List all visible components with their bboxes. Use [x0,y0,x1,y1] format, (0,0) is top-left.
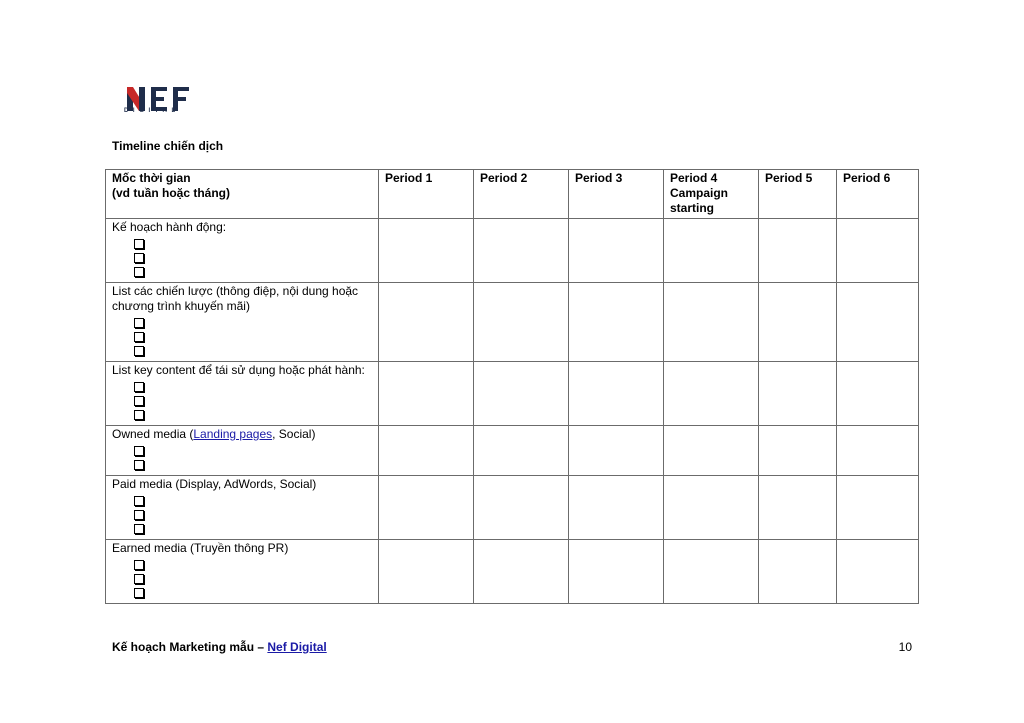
table-cell[interactable] [837,283,919,362]
row-label-cell [106,426,379,476]
checkbox[interactable] [134,446,144,456]
row-label: Paid media (Display, AdWords, Social) [112,477,317,491]
timeline-table [105,169,919,604]
checkbox[interactable] [134,588,144,598]
table-cell[interactable] [379,426,474,476]
table-cell[interactable] [759,476,837,540]
milestone-header-line1: Mốc thời gian [112,171,191,185]
period-1-header: Period 1 [379,170,474,219]
row-label-cell [106,219,379,283]
row-label: Earned media (Truyền thông PR) [112,541,289,555]
table-cell[interactable] [837,219,919,283]
table-cell[interactable] [379,283,474,362]
table-cell[interactable] [759,283,837,362]
row-label: List key content để tái sử dụng hoặc phát hành: [112,363,365,377]
row-label-post: , Social) [272,427,316,441]
table-cell[interactable] [569,283,664,362]
checkbox[interactable] [134,510,144,520]
checkbox[interactable] [134,560,144,570]
table-cell[interactable] [759,540,837,604]
table-cell[interactable] [474,540,569,604]
period-3-header: Period 3 [569,170,664,219]
table-cell[interactable] [664,362,759,426]
checkbox[interactable] [134,460,144,470]
checkbox[interactable] [134,382,144,392]
landing-pages-link[interactable]: Landing pages [193,427,273,441]
table-cell[interactable] [474,219,569,283]
checkbox[interactable] [134,346,144,356]
table-cell[interactable] [837,426,919,476]
checkbox[interactable] [134,267,144,277]
checkbox[interactable] [134,524,144,534]
table-row [106,219,919,283]
period-6-header: Period 6 [837,170,919,219]
table-cell[interactable] [664,283,759,362]
table-cell[interactable] [569,426,664,476]
milestone-header [106,170,379,219]
table-cell[interactable] [569,362,664,426]
checkbox[interactable] [134,396,144,406]
table-cell[interactable] [474,362,569,426]
period-4-note-line1: Campaign [670,186,729,200]
table-cell[interactable] [664,219,759,283]
footer-label: Kế hoạch Marketing mẫu – [112,640,268,654]
row-label-cell [106,476,379,540]
table-cell[interactable] [664,476,759,540]
table-cell[interactable] [379,362,474,426]
row-label-cell [106,362,379,426]
table-cell[interactable] [474,476,569,540]
table-cell[interactable] [837,540,919,604]
table-cell[interactable] [759,219,837,283]
logo-tagline: DIGITAL [124,108,180,114]
table-cell[interactable] [837,362,919,426]
table-row [106,283,919,362]
table-row [106,426,919,476]
checkbox[interactable] [134,253,144,263]
table-header-row [106,170,919,219]
row-label-pre: Owned media ( [112,427,194,441]
table-row [106,540,919,604]
milestone-header-line2: (vd tuần hoặc tháng) [112,186,230,200]
table-cell[interactable] [379,540,474,604]
table-cell[interactable] [759,362,837,426]
table-cell[interactable] [379,476,474,540]
period-2-header: Period 2 [474,170,569,219]
page-number: 10 [898,640,912,654]
row-label: List các chiến lược (thông điệp, nội dung hoặc chương trình khuyến mãi) [112,284,359,313]
checkbox[interactable] [134,332,144,342]
row-label-cell [106,283,379,362]
table-cell[interactable] [379,219,474,283]
table-cell[interactable] [569,476,664,540]
table-cell[interactable] [664,540,759,604]
table-cell[interactable] [474,283,569,362]
table-cell[interactable] [569,540,664,604]
checkbox[interactable] [134,574,144,584]
row-label-cell [106,540,379,604]
table-cell[interactable] [759,426,837,476]
checkbox[interactable] [134,318,144,328]
period-4-header [664,170,759,219]
period-4-note-line2: starting [670,201,715,215]
period-5-header: Period 5 [759,170,837,219]
table-cell[interactable] [569,219,664,283]
page-title: Timeline chiến dịch [112,139,224,153]
table-row [106,362,919,426]
row-label: Kế hoạch hành động: [112,220,227,234]
period-4-label: Period 4 [670,171,718,185]
checkbox[interactable] [134,496,144,506]
table-cell[interactable] [664,426,759,476]
footer-text [112,640,327,654]
table-cell[interactable] [837,476,919,540]
row-label [112,427,372,442]
table-row [106,476,919,540]
checkbox[interactable] [134,410,144,420]
nef-digital-link[interactable]: Nef Digital [267,640,327,654]
checkbox[interactable] [134,239,144,249]
table-cell[interactable] [474,426,569,476]
